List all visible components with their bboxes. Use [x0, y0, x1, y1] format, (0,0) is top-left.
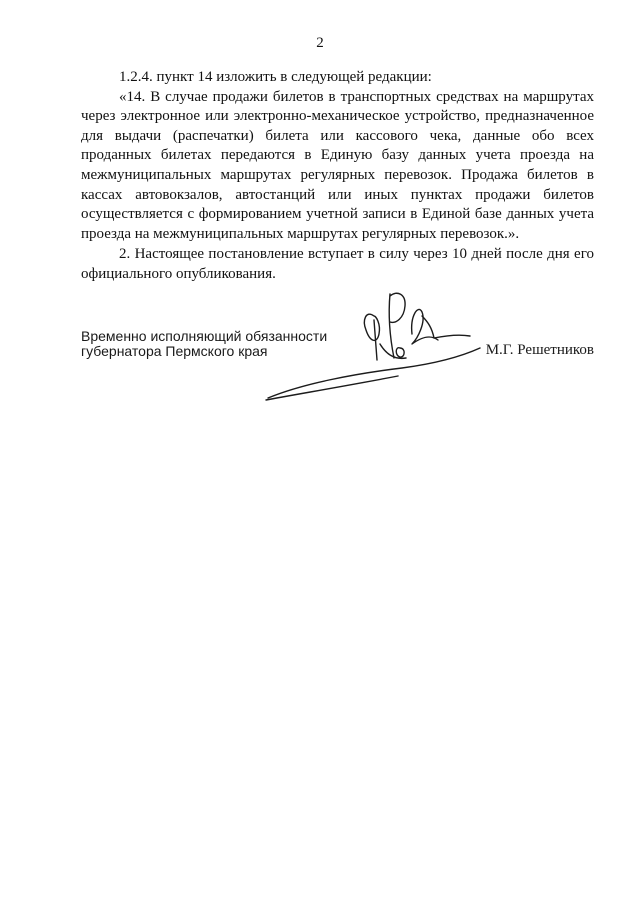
- signature-strokes: [266, 293, 480, 400]
- signer-title-line-1: Временно исполняющий обязанности: [81, 328, 328, 344]
- paragraph-clause-14: «14. В случае продажи билетов в транспортных средствах на маршрутах через электронное или электронно-механическое устройство, предназначенное для выдачи (распечатки) билета или кассового чека, данные обо всех проданных билетах передаются в Единую базу данных учета проезда на межмуниципальных маршрутах регулярных перевозок. Продажа билетов в кассах автовокзалов, автостанций или иных пунктах продажи билетов осуществляется с формированием учетной записи в Единой базе данных учета проезда на межмуниципальных маршрутах регулярных перевозок.».: [81, 88, 594, 242]
- page-number: 2: [316, 35, 324, 51]
- document-body: [81, 68, 594, 285]
- paragraph-effective-date: 2. Настоящее постановление вступает в силу через 10 дней после дня его официального опубликования.: [81, 246, 594, 282]
- paragraph-amendment-intro: 1.2.4. пункт 14 изложить в следующей редакции:: [119, 69, 432, 85]
- signer-name: М.Г. Решетников: [485, 342, 594, 358]
- signer-title-line-2: губернатора Пермского края: [81, 343, 268, 359]
- handwritten-signature: [262, 286, 492, 408]
